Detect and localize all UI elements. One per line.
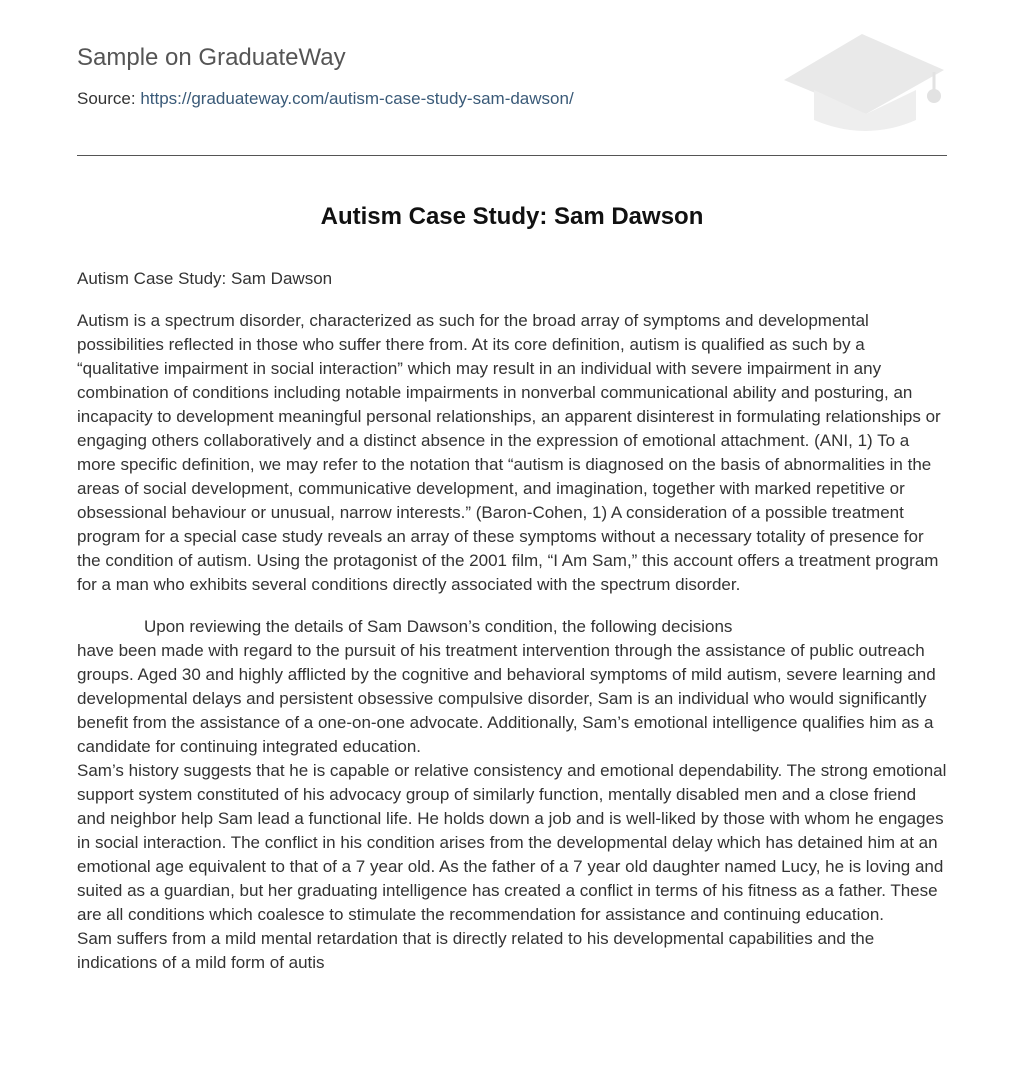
paragraph-review-lead: Upon reviewing the details of Sam Dawson’s condition, the following decisions — [144, 617, 733, 636]
document-title: Autism Case Study: Sam Dawson — [320, 203, 704, 230]
paragraph-retardation: Sam suffers from a mild mental retardation that is directly related to his developmental capabilities and the indications of a mild form of autis — [77, 929, 875, 972]
source-link[interactable]: https://graduateway.com/autism-case-study-sam-dawson/ — [140, 89, 574, 108]
site-title: Sample on GraduateWay — [77, 44, 346, 71]
paragraph-history: Sam’s history suggests that he is capable or relative consistency and emotional dependability. The strong emotional support system constituted of his advocacy group of similarly function, mentally disabled men and a close friend and neighbor help Sam lead a functional life. He holds down a job and is well-liked by those with whom he engages in social interaction. The conflict in his condition arises from the developmental delay which has detained him at an emotional age equivalent to that of a 7 year old. As the father of a 7 year old daughter named Lucy, he is loving and suited as a guardian, but her graduating intelligence has created a conflict in terms of his fitness as a father. These are all conditions which coalesce to stimulate the recommendation for assistance and continuing education. — [77, 761, 947, 924]
document-subtitle: Autism Case Study: Sam Dawson — [77, 269, 333, 288]
document-body — [77, 267, 949, 975]
page-header — [77, 0, 947, 156]
paragraph-treatment: have been made with regard to the pursuit of his treatment intervention through the assistance of public outreach groups. Aged 30 and highly afflicted by the cognitive and behavioral symptoms of mild autism, severe learning and developmental delays and persistent obsessive compulsive disorder, Sam is an individual who would significantly benefit from the assistance of a one-on-one advocate. Additionally, Sam’s emotional intelligence qualifies him as a candidate for continuing integrated education. — [77, 641, 936, 756]
header-divider — [77, 155, 947, 156]
paragraph-intro: Autism is a spectrum disorder, characterized as such for the broad array of symptoms and developmental possibilities reflected in those who suffer there from. At its core definition, autism is qualified as such by a “qualitative impairment in social interaction” which may result in an individual with severe impairment in any combination of conditions including notable impairments in nonverbal communicational ability and posturing, an incapacity to development meaningful personal relationships, an apparent disinterest in formulating relationships or engaging others collaboratively and a distinct absence in the expression of emotional attachment. (ANI, 1) To a more specific definition, we may refer to the notation that “autism is diagnosed on the basis of abnormalities in the areas of social development, communicative development, and imagination, together with marked repetitive or obsessional behaviour or unusual, narrow interests.” (Baron-Cohen, 1) A consideration of a possible treatment program for a special case study reveals an array of these symptoms without a necessary totality of presence for the condition of autism. Using the protagonist of the 2001 film, “I Am Sam,” this account offers a treatment program for a man who exhibits several conditions directly associated with the spectrum disorder. — [77, 311, 941, 594]
source-label: Source: — [77, 89, 141, 108]
graduation-cap-icon — [782, 30, 948, 134]
source-line — [77, 89, 574, 109]
